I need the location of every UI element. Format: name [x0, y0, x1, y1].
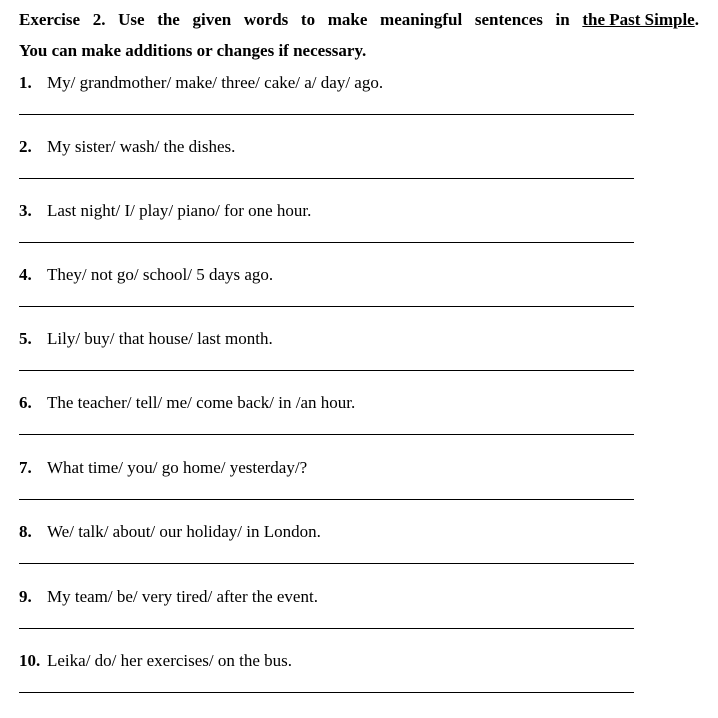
heading-word: 2.: [92, 10, 106, 29]
item-number: 1.: [19, 73, 32, 92]
item-prompt: My team/ be/ very tired/ after the event.: [47, 587, 318, 606]
heading-line-1: [19, 4, 699, 35]
item-text: [19, 587, 318, 607]
item-text: [19, 201, 311, 221]
exercise-item: [19, 265, 639, 329]
item-prompt: The teacher/ tell/ me/ come back/ in /an hour.: [47, 393, 356, 412]
heading-word: sentences: [474, 10, 543, 29]
item-prompt: Leika/ do/ her exercises/ on the bus.: [47, 651, 293, 670]
item-number: 5.: [19, 329, 32, 348]
item-number: 8.: [19, 522, 32, 541]
heading-period: .: [694, 10, 699, 29]
item-prompt: We/ talk/ about/ our holiday/ in London.: [47, 522, 321, 541]
heading-word: make: [327, 10, 368, 29]
heading-word: to: [300, 10, 316, 29]
heading-word: the: [157, 10, 180, 29]
answer-line[interactable]: [19, 178, 634, 179]
answer-line[interactable]: [19, 692, 634, 693]
heading-word: words: [243, 10, 289, 29]
item-prompt: My sister/ wash/ the dishes.: [47, 137, 236, 156]
answer-line[interactable]: [19, 114, 634, 115]
item-prompt: What time/ you/ go home/ yesterday/?: [47, 458, 308, 477]
exercise-item: [19, 137, 639, 201]
answer-line[interactable]: [19, 499, 634, 500]
answer-line[interactable]: [19, 370, 634, 371]
exercise-item: [19, 587, 639, 651]
item-text: [19, 522, 321, 542]
item-text: [19, 651, 292, 671]
item-prompt: They/ not go/ school/ 5 days ago.: [47, 265, 274, 284]
answer-line[interactable]: [19, 434, 634, 435]
answer-line[interactable]: [19, 563, 634, 564]
item-prompt: My/ grandmother/ make/ three/ cake/ a/ day/ ago.: [47, 73, 384, 92]
tense-name: the Past Simple: [582, 10, 695, 29]
item-number: 7.: [19, 458, 32, 477]
item-number: 3.: [19, 201, 32, 220]
item-text: [19, 265, 273, 285]
item-number: 9.: [19, 587, 32, 606]
item-text: [19, 73, 383, 93]
heading-line-2: You can make additions or changes if necessary.: [19, 41, 367, 60]
exercise-item: [19, 201, 639, 265]
answer-line[interactable]: [19, 242, 634, 243]
item-text: [19, 393, 355, 413]
heading-tense-group: [582, 4, 699, 35]
exercise-item: [19, 522, 639, 586]
item-number: 6.: [19, 393, 32, 412]
item-text: [19, 329, 273, 349]
item-prompt: Lily/ buy/ that house/ last month.: [47, 329, 273, 348]
item-text: [19, 458, 307, 478]
item-number: 4.: [19, 265, 32, 284]
exercise-item: [19, 458, 639, 522]
heading-word: given: [192, 10, 232, 29]
heading-word: Use: [118, 10, 145, 29]
exercise-item: [19, 73, 639, 137]
exercise-item: [19, 651, 639, 715]
heading-word: meaningful: [380, 10, 463, 29]
item-number: 10.: [19, 651, 41, 670]
heading-word: Exercise: [19, 10, 81, 29]
answer-line[interactable]: [19, 628, 634, 629]
item-text: [19, 137, 235, 157]
answer-line[interactable]: [19, 306, 634, 307]
item-prompt: Last night/ I/ play/ piano/ for one hour.: [47, 201, 312, 220]
heading-word: in: [555, 10, 570, 29]
exercise-item: [19, 329, 639, 393]
item-number: 2.: [19, 137, 32, 156]
exercise-item: [19, 393, 639, 457]
exercise-heading: [19, 4, 699, 66]
